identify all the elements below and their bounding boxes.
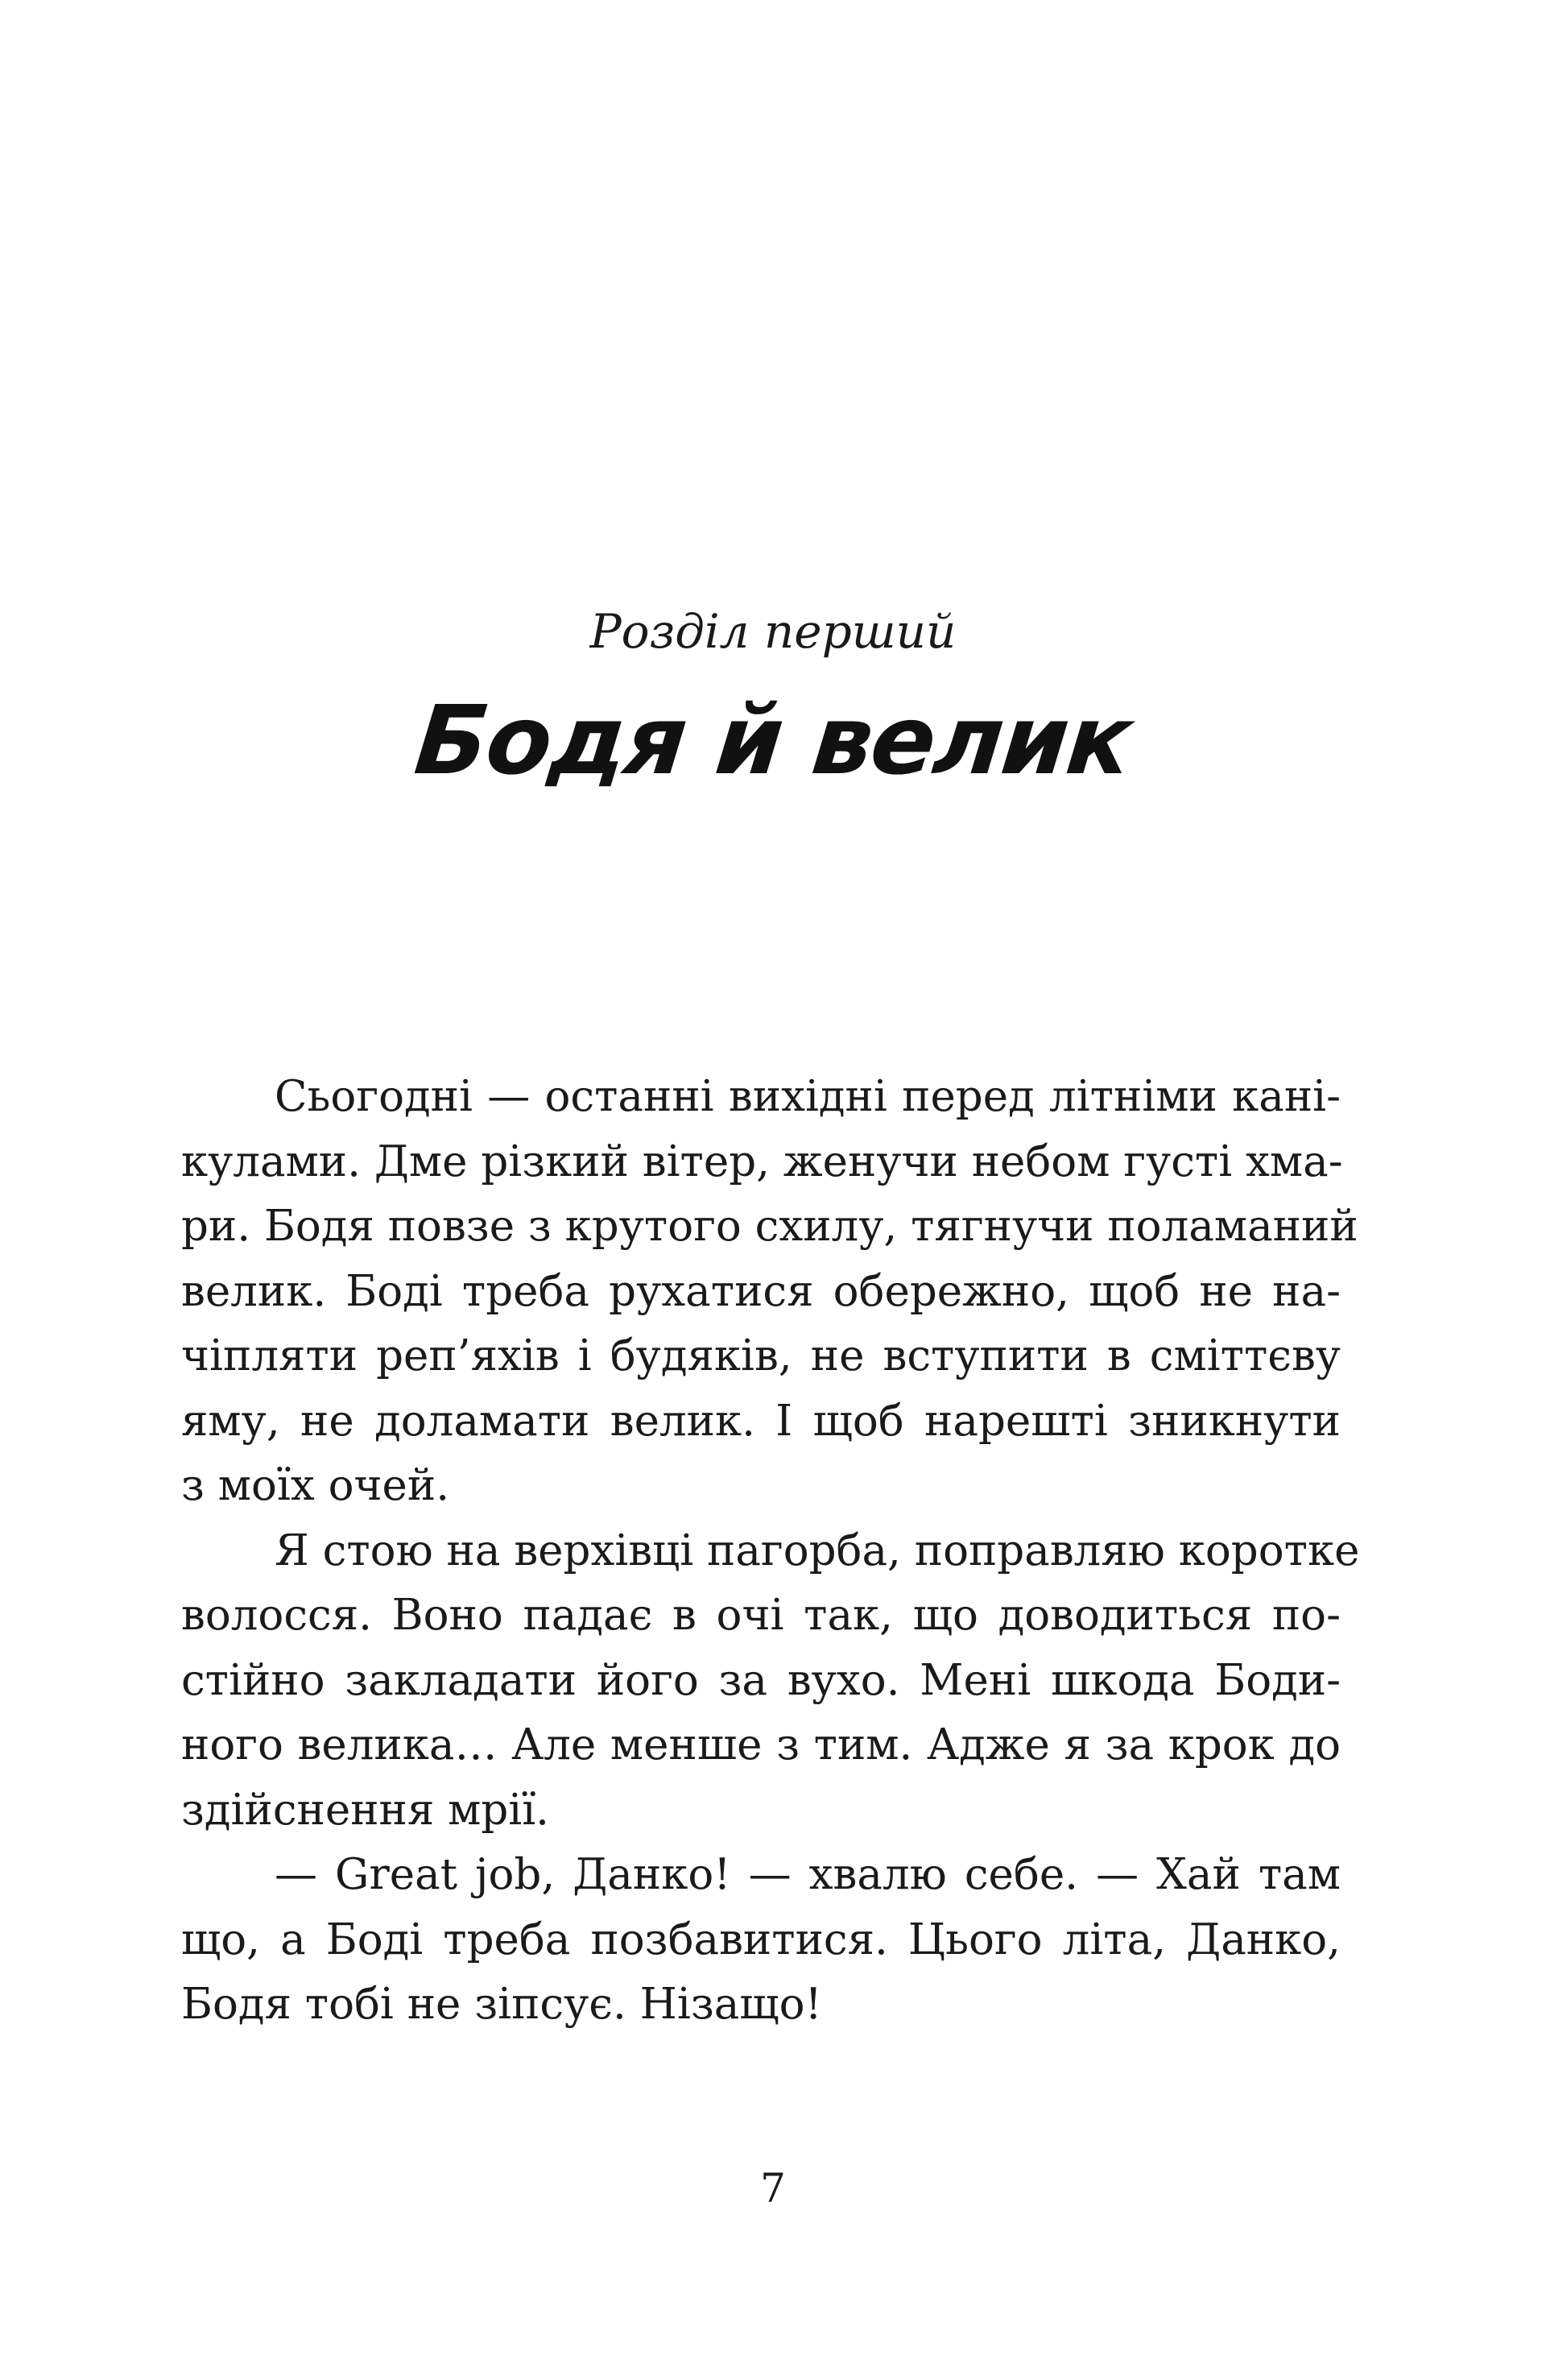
text-line: кулами. Дме різкий вітер, женучи небом густі хма- bbox=[181, 1136, 1343, 1186]
text-line: яму, не доламати велик. І щоб нарешті зникнути bbox=[181, 1396, 1341, 1446]
text-line: чіпляти реп’яхів і будяків, не вступити в сміттєву bbox=[181, 1331, 1341, 1380]
text-line: велик. Боді треба рухатися обережно, щоб не на- bbox=[181, 1266, 1341, 1316]
text-line: — Great job, Данко! — хвалю себе. — Хай там bbox=[275, 1850, 1341, 1899]
text-line: волосся. Воно падає в очі так, що доводиться по- bbox=[181, 1591, 1341, 1640]
text-line: стійно закладати його за вухо. Мені шкода Боди- bbox=[181, 1655, 1341, 1705]
text-line: Сьогодні — останні вихідні перед літніми кані- bbox=[275, 1072, 1341, 1121]
text-line: ного велика… Але менше з тим. Адже я за крок до bbox=[181, 1720, 1341, 1769]
text-line: Бодя тобі не зіпсує. Нізащо! bbox=[181, 1980, 822, 2029]
body-text bbox=[181, 1065, 1360, 2038]
chapter-title: Бодя й велик bbox=[410, 685, 1136, 796]
text-line: з моїх очей. bbox=[181, 1461, 450, 1510]
chapter-label: Розділ перший bbox=[589, 604, 957, 659]
text-line: ри. Бодя повзе з крутого схилу, тягнучи поламаний bbox=[181, 1202, 1358, 1251]
page-number: 7 bbox=[760, 2165, 786, 2212]
text-line: що, а Боді треба позбавитися. Цього літа, Данко, bbox=[181, 1914, 1341, 1964]
text-line: здійснення мрії. bbox=[181, 1785, 550, 1835]
text-line: Я стою на верхівці пагорба, поправляю коротке bbox=[275, 1525, 1360, 1575]
